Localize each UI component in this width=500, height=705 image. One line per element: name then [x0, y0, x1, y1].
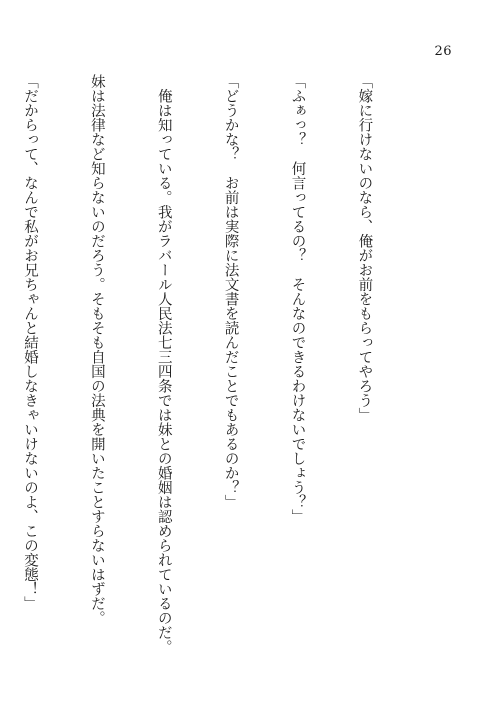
- vertical-text-body: [21, 74, 420, 664]
- text-line: 「どうかな？ お前は実際に法文書を読んだことでもあるのか？」: [222, 74, 239, 509]
- text-line: 「ふぁっ？ 何言ってるの？ そんなのできるわけないでしょう？」: [289, 74, 306, 524]
- page-number: 26: [434, 44, 452, 59]
- text-line: 「だからって、なんで私がお兄ちゃんと結婚しなきゃいけないのよ、この変態！」: [21, 74, 38, 611]
- text-line: 妹は法律など知らないのだろう。そもそも自国の法典を開いたことすらないはずだ。: [88, 74, 105, 625]
- text-line: 「嫁に行けないのなら、俺がお前をもらってやろう」: [356, 74, 373, 422]
- text-line: 俺は知っている。我がラバール人民法七三四条では妹との婚姻は認められているのだ。: [155, 74, 172, 654]
